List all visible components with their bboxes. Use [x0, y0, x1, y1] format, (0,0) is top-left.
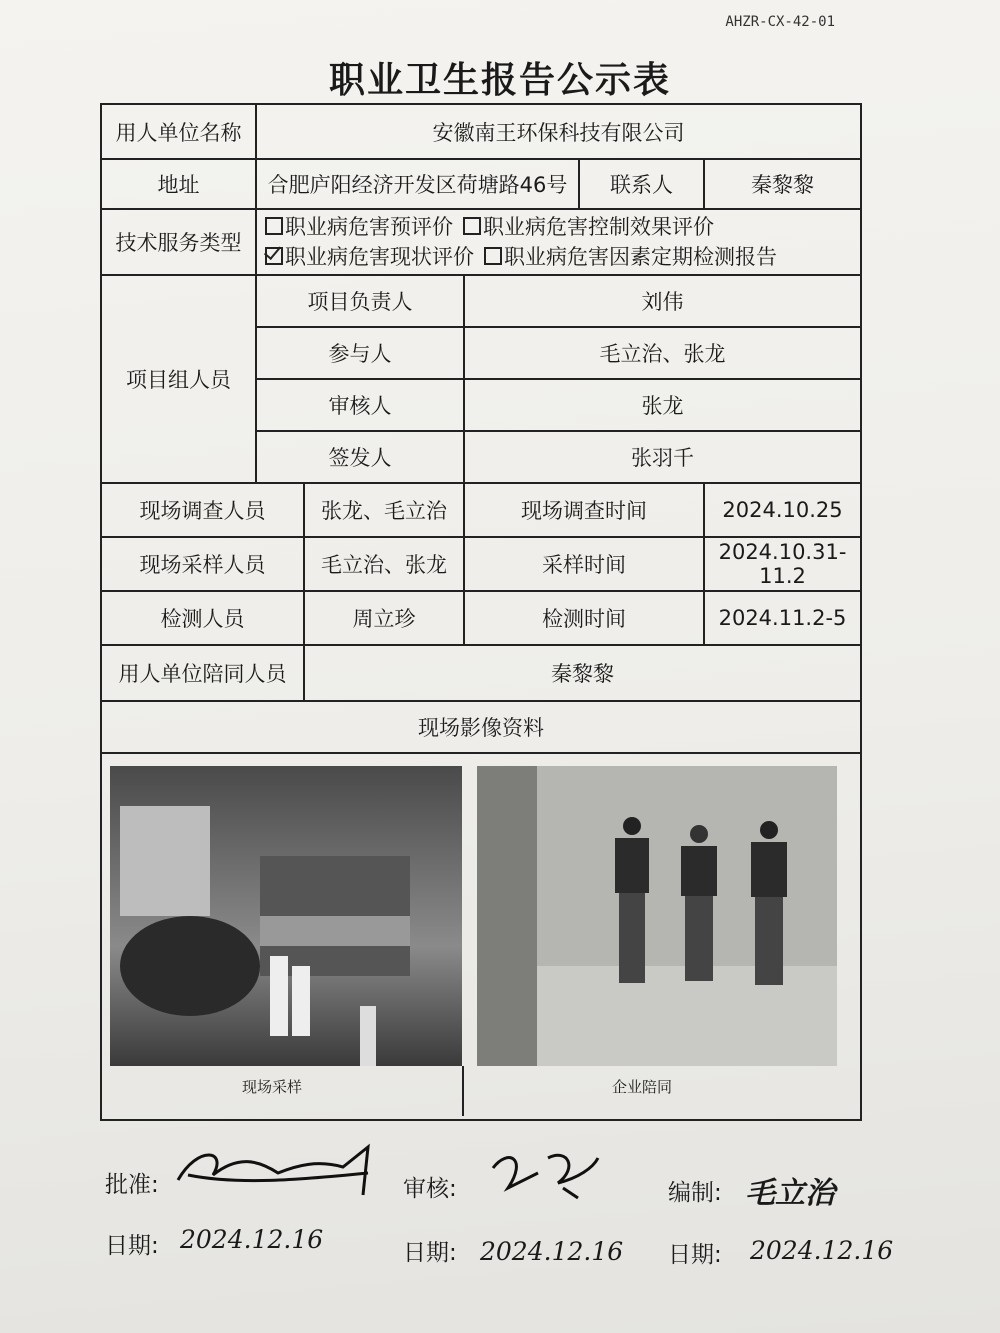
checkbox-icon [265, 217, 283, 235]
review-label: 审核: [403, 1176, 457, 1202]
checkbox-icon [484, 247, 502, 265]
date-value-2: 2024.12.16 [480, 1237, 624, 1266]
team-role: 项目负责人 [256, 275, 464, 327]
caption-sampling: 现场采样 [242, 1078, 303, 1096]
service-option-2: 职业病危害控制效果评价 [463, 212, 714, 242]
date-value-3: 2024.12.16 [750, 1236, 894, 1265]
date-label-3: 日期: [668, 1242, 722, 1268]
sampling-photo [110, 766, 462, 1066]
approve-label: 批准: [105, 1172, 159, 1198]
contact-label: 联系人 [579, 159, 704, 209]
page-title: 职业卫生报告公示表 [328, 60, 671, 101]
team-name: 毛立治、张龙 [464, 327, 861, 379]
survey-label: 现场调查人员 [101, 483, 304, 537]
date-label-1: 日期: [105, 1233, 159, 1259]
service-option-1: 职业病危害预评价 [265, 212, 453, 242]
address-label: 地址 [101, 159, 256, 209]
caption-escort: 企业陪同 [612, 1078, 673, 1096]
date-value-1: 2024.12.16 [180, 1225, 324, 1254]
team-role: 参与人 [256, 327, 464, 379]
employer-value: 安徽南王环保科技有限公司 [256, 104, 861, 159]
sampling-label: 现场采样人员 [101, 537, 304, 591]
team-name: 张龙 [464, 379, 861, 431]
contact-value: 秦黎黎 [704, 159, 861, 209]
team-role: 审核人 [256, 379, 464, 431]
document-code: AHZR-CX-42-01 [725, 14, 835, 30]
service-option-4: 职业病危害因素定期检测报告 [484, 242, 777, 272]
survey-time-value: 2024.10.25 [704, 483, 861, 537]
checkbox-icon [463, 217, 481, 235]
escort-label: 用人单位陪同人员 [101, 645, 304, 701]
escort-value: 秦黎黎 [304, 645, 861, 701]
photo-area [101, 753, 861, 1120]
testing-time-label: 检测时间 [464, 591, 704, 645]
service-options [256, 209, 861, 275]
images-label: 现场影像资料 [101, 701, 861, 753]
sampling-time-label: 采样时间 [464, 537, 704, 591]
compile-label: 编制: [668, 1180, 722, 1206]
date-label-2: 日期: [403, 1240, 457, 1266]
checked-checkbox-icon [265, 247, 283, 265]
testing-value: 周立珍 [304, 591, 464, 645]
testing-label: 检测人员 [101, 591, 304, 645]
team-name: 刘伟 [464, 275, 861, 327]
team-name: 张羽千 [464, 431, 861, 483]
caption-divider [462, 1066, 464, 1116]
employer-label: 用人单位名称 [101, 104, 256, 159]
approve-signature [168, 1135, 383, 1205]
address-value: 合肥庐阳经济开发区荷塘路46号 [256, 159, 579, 209]
report-table [100, 103, 862, 1121]
review-signature [478, 1138, 608, 1208]
service-option-3: 职业病危害现状评价 [265, 242, 474, 272]
survey-time-label: 现场调查时间 [464, 483, 704, 537]
testing-time-value: 2024.11.2-5 [704, 591, 861, 645]
team-label: 项目组人员 [101, 275, 256, 483]
sampling-time-value: 2024.10.31-11.2 [704, 537, 861, 591]
team-role: 签发人 [256, 431, 464, 483]
sampling-value: 毛立治、张龙 [304, 537, 464, 591]
survey-value: 张龙、毛立治 [304, 483, 464, 537]
service-label: 技术服务类型 [101, 209, 256, 275]
compile-signature: 毛立治 [745, 1176, 835, 1211]
escort-photo [477, 766, 837, 1066]
